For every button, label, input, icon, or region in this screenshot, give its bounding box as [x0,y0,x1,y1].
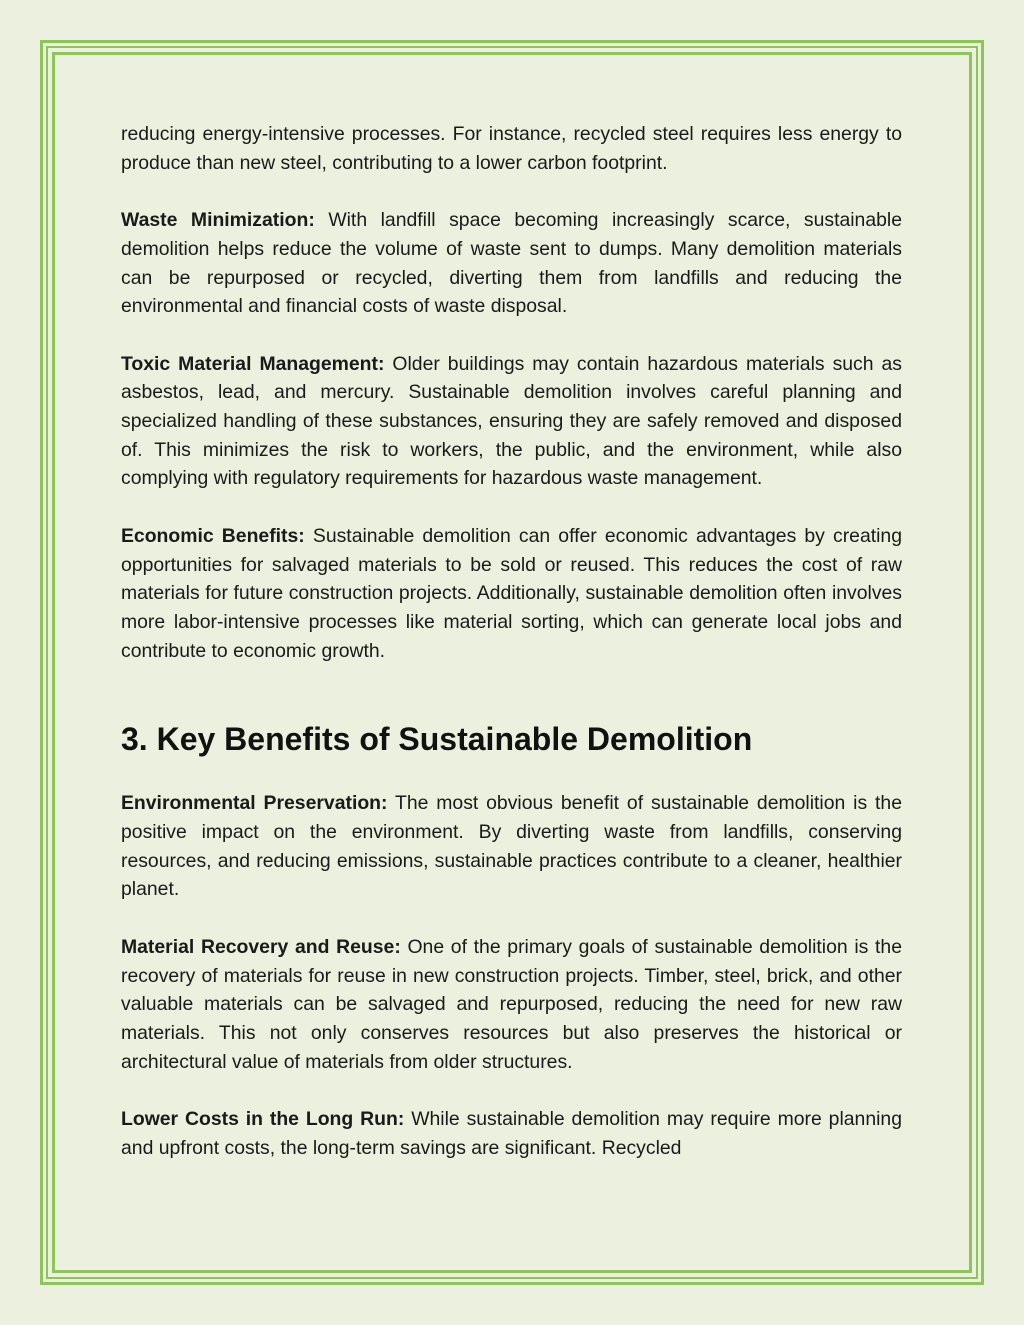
intro-continuation-paragraph: reducing energy-intensive processes. For instance, recycled steel requires less energy to produce than new steel, contributing to a lower carbon footprint. [121,123,902,174]
paragraph-environmental-preservation [121,789,902,904]
paragraph-lower-costs [121,1105,902,1162]
paragraph-term: Economic Benefits: [121,524,305,547]
paragraph-economic-benefits [121,522,902,666]
paragraph-term: Waste Minimization: [121,209,315,232]
paragraph-text: One of the primary goals of sustainable demolition is the recovery of materials for reuse in new construction projects. Timber, steel, brick, and other valuable materials can be salvaged and repurposed, reducing the need for new raw materials. This not only conserves resources but also preserves the historical or architectural value of materials from older structures. [121,935,902,1073]
paragraph-text: While sustainable demolition may require more planning and upfront costs, the long-term savings are significant. Recycled [121,1108,903,1159]
paragraph-toxic-material-management [121,350,902,494]
paragraph-term: Environmental Preservation: [121,792,388,815]
paragraph-term: Toxic Material Management: [121,352,385,375]
paragraph-text: With landfill space becoming increasingly scarce, sustainable demolition helps reduce the volume of waste sent to dumps. Many demolition materials can be repurposed or recycled, diverting them from landfills and reducing the environmental and financial costs of waste disposal. [121,209,902,318]
paragraph-term: Lower Costs in the Long Run: [121,1108,405,1131]
paragraph-text: Sustainable demolition can offer economic advantages by creating opportunities for salvaged materials to be sold or reused. This reduces the cost of raw materials for future construction projects. Additionally, sustainable demolition often involves more labor-intensive processes like material sorting, which can generate local jobs and contribute to economic growth. [121,524,902,662]
document-body [121,120,902,1191]
paragraph-text: The most obvious benefit of sustainable demolition is the positive impact on the environment. By diverting waste from landfills, conserving resources, and reducing emissions, sustainable practices contribute to a cleaner, healthier planet. [121,792,902,901]
section-heading: 3. Key Benefits of Sustainable Demolition [121,721,753,758]
paragraph-waste-minimization [121,206,902,321]
paragraph-material-recovery-reuse [121,933,902,1077]
paragraph-text: Older buildings may contain hazardous materials such as asbestos, lead, and mercury. Sustainable demolition involves careful planning and specialized handling of these substances, ensuring they are safely removed and disposed of. This minimizes the risk to workers, the public, and the environment, while also complying with regulatory requirements for hazardous waste management. [121,352,902,490]
paragraph-term: Material Recovery and Reuse: [121,935,401,958]
